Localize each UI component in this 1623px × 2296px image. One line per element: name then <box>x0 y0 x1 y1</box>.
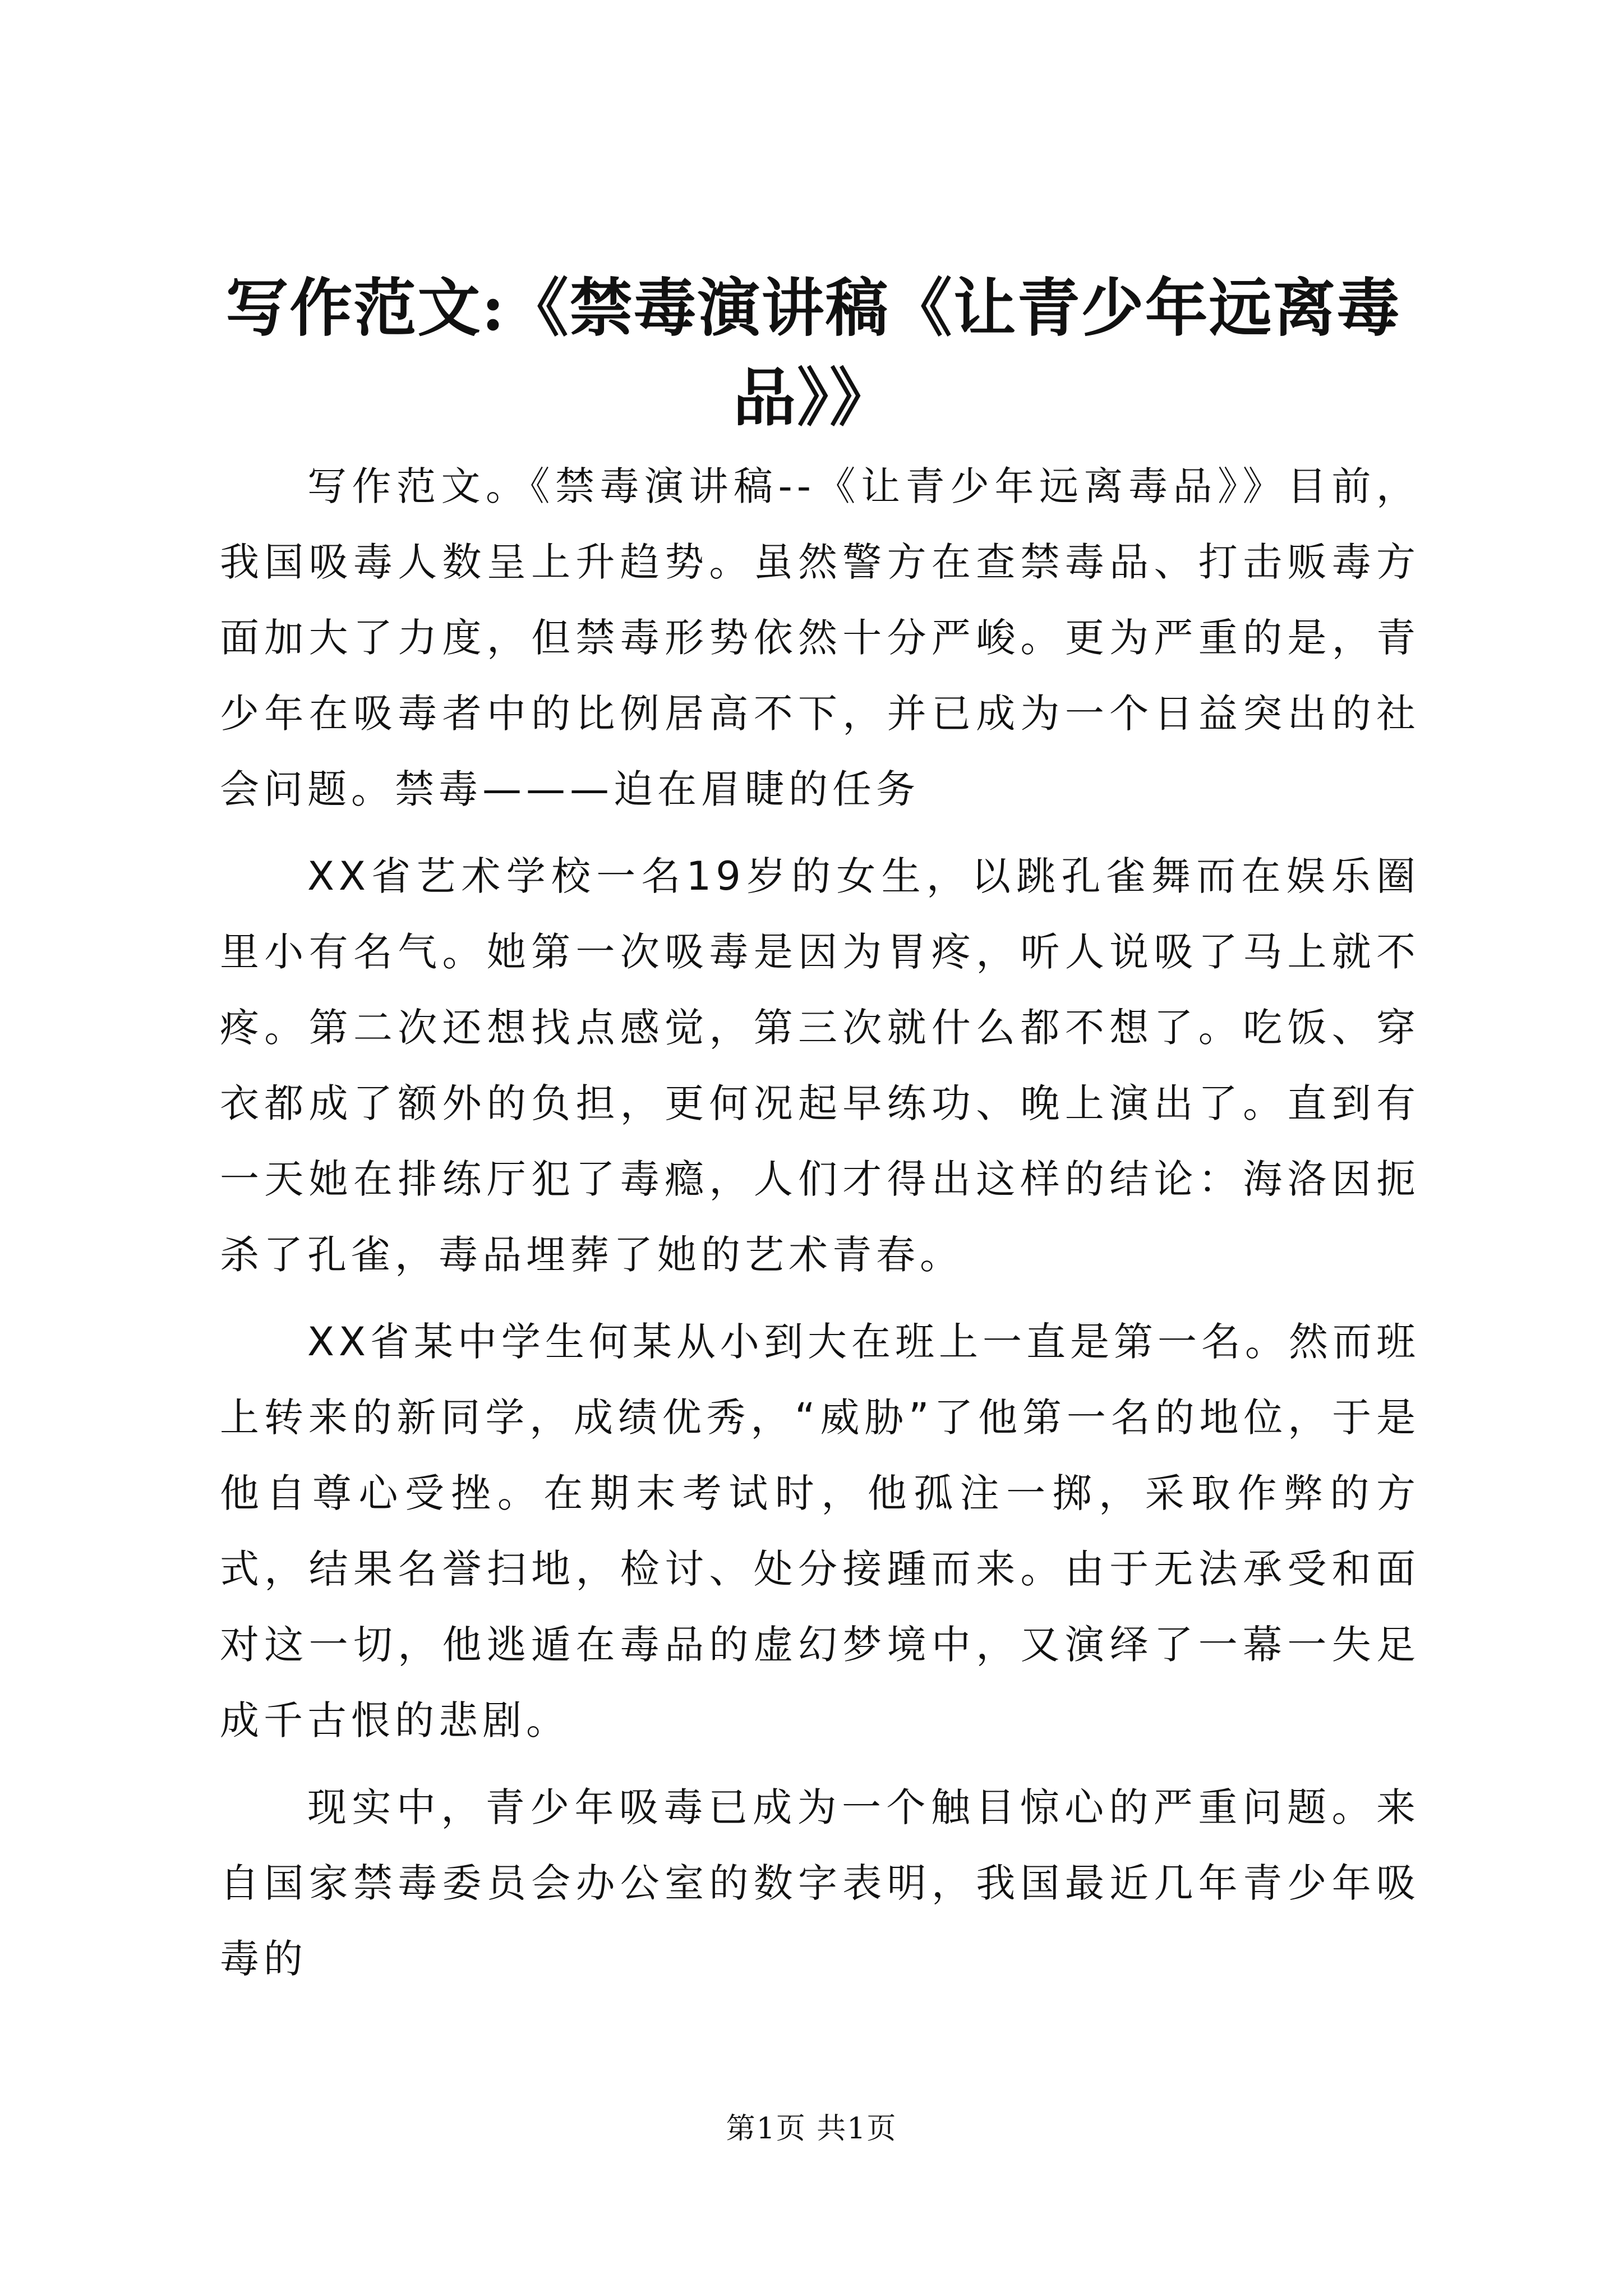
paragraph-student-story: XX省某中学生何某从小到大在班上一直是第一名。然而班上转来的新同学，成绩优秀，“威胁”了他第一名的地位，于是他自尊心受挫。在期末考试时，他孤注一掷，采取作弊的方式，结果名誉扫地，检讨、处分接踵而来。由于无法承受和面对这一切，他逃遁在毒品的虚幻梦境中，又演绎了一幕一失足成千古恨的悲剧。 <box>220 1319 1420 1743</box>
paragraph-reality: 现实中，青少年吸毒已成为一个触目惊心的严重问题。来自国家禁毒委员会办公室的数字表明，我国最近几年青少年吸毒的 <box>220 1784 1420 1982</box>
paragraph-intro: 写作范文。《禁毒演讲稿--《让青少年远离毒品》》目前，我国吸毒人数呈上升趋势。虽然警方在查禁毒品、打击贩毒方面加大了力度，但禁毒形势依然十分严峻。更为严重的是，青少年在吸毒者中的比例居高不下，并已成为一个日益突出的社会问题。禁毒———迫在眉睫的任务 <box>220 463 1420 812</box>
document-body <box>220 449 1420 2008</box>
paragraph-peacock-dancer: XX省艺术学校一名19岁的女生，以跳孔雀舞而在娱乐圈里小有名气。她第一次吸毒是因为胃疼，听人说吸了马上就不疼。第二次还想找点感觉，第三次就什么都不想了。吃饭、穿衣都成了额外的负担，更何况起早练功、晚上演出了。直到有一天她在排练厅犯了毒瘾，人们才得出这样的结论：海洛因扼杀了孔雀，毒品埋葬了她的艺术青春。 <box>220 853 1420 1278</box>
document-title: 写作范文:《禁毒演讲稿《让青少年远离毒品》》 <box>225 272 1401 435</box>
page-footer: 第1页 共1页 <box>726 2112 897 2146</box>
